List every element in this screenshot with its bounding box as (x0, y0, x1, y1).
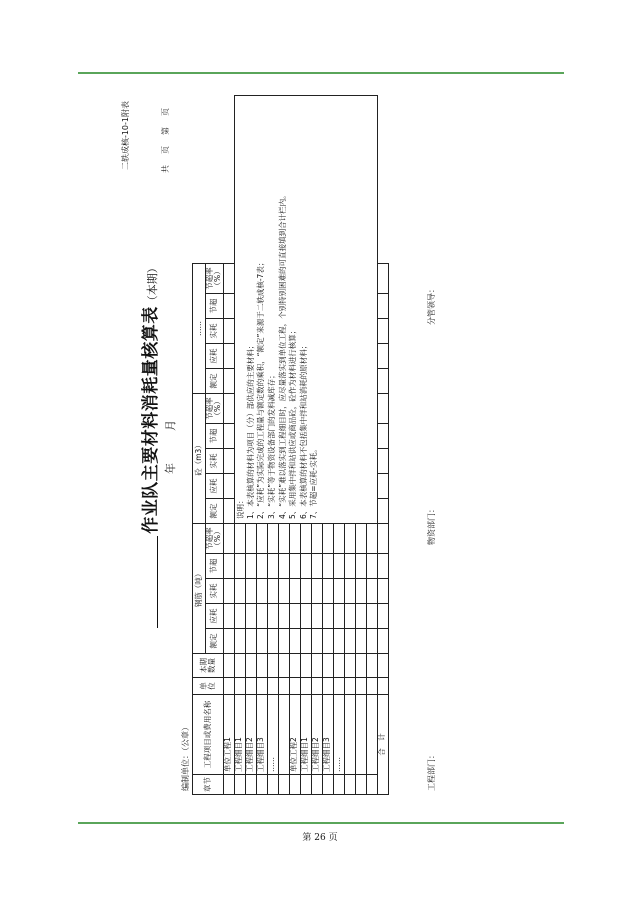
total-row (377, 96, 388, 795)
cell[interactable] (245, 654, 256, 678)
group-concrete: 砼（m3） (193, 393, 206, 523)
cell[interactable] (223, 263, 234, 293)
note-item: 5、采用集中拌和站供应或商品砼，砼作为材料进行核算； (288, 326, 298, 519)
cell[interactable] (278, 579, 289, 604)
cell[interactable] (333, 554, 344, 579)
row-label: 工程细目1 (234, 695, 245, 775)
month-label: 月 (164, 416, 177, 431)
cell[interactable] (223, 523, 234, 553)
cell[interactable] (267, 604, 278, 629)
row-label (366, 695, 377, 775)
cell[interactable] (355, 523, 366, 553)
cell[interactable] (234, 629, 245, 654)
cell[interactable] (223, 604, 234, 629)
sub-saving-rate: 节超率（%） (206, 393, 224, 423)
sub-actual: 实耗 (206, 579, 224, 604)
cell[interactable] (234, 554, 245, 579)
cell[interactable] (355, 654, 366, 678)
cell[interactable] (234, 523, 245, 553)
cell[interactable] (278, 554, 289, 579)
cell[interactable] (377, 318, 388, 343)
sub-saving: 节超 (206, 423, 224, 448)
cell[interactable] (234, 775, 245, 795)
cell[interactable] (223, 423, 234, 448)
col-project: 工程项目或费用名称 (193, 695, 224, 775)
row-label: 工程细目1 (300, 695, 311, 775)
materials-dept-label: 物资部门： (427, 505, 436, 545)
cell[interactable] (289, 579, 300, 604)
cell[interactable] (344, 775, 355, 795)
cell[interactable] (377, 604, 388, 629)
cell[interactable] (355, 579, 366, 604)
year-label: 年 (164, 459, 177, 474)
title-blank-line (157, 536, 158, 628)
row-label: …… (267, 695, 278, 775)
cell[interactable] (234, 579, 245, 604)
cell[interactable] (322, 629, 333, 654)
cell[interactable] (223, 343, 234, 368)
total-label: 共 (161, 164, 170, 173)
cell[interactable] (278, 629, 289, 654)
form-code: 二轶成核-10-1附表 (121, 101, 130, 171)
note-item: 1、本表核算的材料为项目（分）部供应的主要材料； (245, 341, 255, 519)
cell[interactable] (333, 579, 344, 604)
form-title-suffix: （本期） (146, 262, 159, 307)
note-item: 6、本表核算的材料不包括集中拌和站消耗的原材料； (298, 341, 308, 519)
cell[interactable] (267, 554, 278, 579)
bottom-rule (78, 822, 564, 824)
cell[interactable] (267, 629, 278, 654)
cell[interactable] (256, 604, 267, 629)
cell[interactable] (267, 523, 278, 553)
cell[interactable] (256, 629, 267, 654)
form-title: 作业队主要材料消耗量核算表 (141, 306, 161, 534)
title-block (136, 95, 161, 795)
sub-saving-rate: 节超率（%） (206, 523, 224, 553)
cell[interactable] (322, 604, 333, 629)
cell[interactable] (245, 579, 256, 604)
row-label (355, 695, 366, 775)
row-label: 工程细目3 (322, 695, 333, 775)
cell[interactable] (245, 554, 256, 579)
top-rule (78, 72, 564, 74)
leader-label: 分管领导： (427, 285, 436, 325)
cell[interactable] (289, 629, 300, 654)
sub-rated: 额定 (206, 629, 224, 654)
table-row (234, 96, 245, 795)
cell[interactable] (366, 579, 377, 604)
cell[interactable] (344, 554, 355, 579)
cell[interactable] (333, 523, 344, 553)
col-quantity: 本期数量 (193, 654, 224, 678)
cell[interactable] (333, 678, 344, 695)
notes-block (234, 96, 377, 524)
row-label: 单位工程1 (223, 695, 234, 775)
cell[interactable] (322, 523, 333, 553)
cell[interactable] (289, 604, 300, 629)
cell[interactable] (377, 423, 388, 448)
cell[interactable] (300, 678, 311, 695)
table-row (223, 96, 234, 795)
cell[interactable] (256, 554, 267, 579)
cell[interactable] (267, 775, 278, 795)
cell[interactable] (377, 554, 388, 579)
total-label: 合 计 (377, 695, 388, 795)
cell[interactable] (289, 678, 300, 695)
cell[interactable] (377, 263, 388, 293)
cell[interactable] (344, 523, 355, 553)
cell[interactable] (223, 775, 234, 795)
cell[interactable] (311, 775, 322, 795)
cell[interactable] (300, 579, 311, 604)
cell[interactable] (245, 775, 256, 795)
cell[interactable] (278, 678, 289, 695)
cell[interactable] (377, 293, 388, 318)
cell[interactable] (322, 775, 333, 795)
engineering-dept-label: 工程部门： (427, 751, 436, 791)
cell[interactable] (377, 393, 388, 423)
cell[interactable] (355, 678, 366, 695)
cell[interactable] (366, 654, 377, 678)
cell[interactable] (300, 604, 311, 629)
sub-actual: 实耗 (206, 318, 224, 343)
row-label (278, 695, 289, 775)
cell[interactable] (223, 368, 234, 393)
cell[interactable] (300, 554, 311, 579)
cell[interactable] (377, 368, 388, 393)
page-counter (160, 107, 171, 183)
cell[interactable] (223, 448, 234, 473)
year-month (162, 95, 178, 795)
cell[interactable] (377, 473, 388, 498)
row-label: 单位工程2 (289, 695, 300, 775)
cell[interactable] (366, 523, 377, 553)
cell[interactable] (366, 678, 377, 695)
cell[interactable] (333, 654, 344, 678)
note-item: 3、“实耗”等于物资设备部门的发料减库存； (266, 371, 276, 519)
row-label: 工程细目2 (245, 695, 256, 775)
cell[interactable] (289, 654, 300, 678)
row-label: 工程细目3 (256, 695, 267, 775)
cell[interactable] (256, 654, 267, 678)
sub-actual: 实耗 (206, 448, 224, 473)
cell[interactable] (223, 678, 234, 695)
cell[interactable] (234, 678, 245, 695)
cell[interactable] (311, 554, 322, 579)
col-chapter: 章节 (193, 775, 224, 795)
cell[interactable] (256, 579, 267, 604)
cell[interactable] (311, 604, 322, 629)
cell[interactable] (311, 654, 322, 678)
cell[interactable] (377, 678, 388, 695)
sub-due: 应耗 (206, 604, 224, 629)
cell[interactable] (223, 318, 234, 343)
cell[interactable] (333, 775, 344, 795)
cell[interactable] (223, 629, 234, 654)
sub-saving: 节超 (206, 293, 224, 318)
note-item: 2、“应耗”为实际完成的工程量与额定数的乘积，“额定”来源于二轶成核-7表； (256, 258, 266, 519)
cell[interactable] (267, 579, 278, 604)
group-steel: 钢筋（吨） (193, 523, 206, 653)
cell[interactable] (223, 293, 234, 318)
cell[interactable] (366, 629, 377, 654)
rotated-form (120, 95, 438, 795)
cell[interactable] (333, 629, 344, 654)
cell[interactable] (267, 654, 278, 678)
cell[interactable] (223, 554, 234, 579)
cell[interactable] (245, 678, 256, 695)
cell[interactable] (311, 629, 322, 654)
cell[interactable] (223, 473, 234, 498)
cell[interactable] (245, 629, 256, 654)
cell[interactable] (289, 775, 300, 795)
nth-label: 第 (161, 126, 170, 135)
notes-head: 说明： (235, 496, 245, 519)
cell[interactable] (289, 554, 300, 579)
cell[interactable] (377, 498, 388, 523)
cell[interactable] (377, 654, 388, 678)
cell[interactable] (344, 579, 355, 604)
consumption-table (192, 95, 389, 795)
group-more: …… (193, 263, 206, 393)
cell[interactable] (278, 654, 289, 678)
cell[interactable] (355, 775, 366, 795)
cell[interactable] (223, 654, 234, 678)
sub-rated: 额定 (206, 368, 224, 393)
cell[interactable] (333, 604, 344, 629)
cell[interactable] (256, 523, 267, 553)
cell[interactable] (377, 343, 388, 368)
page-number: 第 26 页 (302, 833, 338, 843)
cell[interactable] (355, 629, 366, 654)
cell[interactable] (300, 523, 311, 553)
sub-saving: 节超 (206, 554, 224, 579)
cell[interactable] (267, 678, 278, 695)
cell[interactable] (344, 654, 355, 678)
cell[interactable] (300, 654, 311, 678)
row-label (344, 695, 355, 775)
cell[interactable] (366, 554, 377, 579)
cell[interactable] (377, 629, 388, 654)
page-unit-1: 页 (161, 145, 170, 154)
sub-due: 应耗 (206, 343, 224, 368)
row-label: …… (333, 695, 344, 775)
cell[interactable] (223, 393, 234, 423)
cell[interactable] (300, 629, 311, 654)
page-unit-2: 页 (161, 107, 170, 116)
cell[interactable] (355, 554, 366, 579)
compiling-unit: 编制单位：（公章） (181, 723, 190, 791)
cell[interactable] (278, 775, 289, 795)
cell[interactable] (344, 629, 355, 654)
row-label: 工程细目2 (311, 695, 322, 775)
cell[interactable] (322, 579, 333, 604)
cell[interactable] (245, 604, 256, 629)
cell[interactable] (234, 654, 245, 678)
cell[interactable] (377, 579, 388, 604)
cell[interactable] (223, 579, 234, 604)
cell[interactable] (311, 523, 322, 553)
cell[interactable] (355, 604, 366, 629)
cell[interactable] (322, 654, 333, 678)
cell[interactable] (344, 678, 355, 695)
sub-rated: 额定 (206, 498, 224, 523)
sub-due: 应耗 (206, 473, 224, 498)
cell[interactable] (377, 448, 388, 473)
cell[interactable] (223, 498, 234, 523)
cell[interactable] (234, 604, 245, 629)
cell[interactable] (311, 678, 322, 695)
cell[interactable] (344, 604, 355, 629)
note-item: 4、“实耗”难以落实到工程细目时，应尽量落实到单位工程，个别特别困难的可直接填到合计栏内。 (277, 191, 287, 519)
cell[interactable] (278, 523, 289, 553)
cell[interactable] (366, 604, 377, 629)
cell[interactable] (377, 523, 388, 553)
sub-saving-rate: 节超率（%） (206, 263, 224, 293)
cell[interactable] (278, 604, 289, 629)
cell[interactable] (256, 678, 267, 695)
cell[interactable] (256, 775, 267, 795)
cell[interactable] (245, 523, 256, 553)
cell[interactable] (300, 775, 311, 795)
cell[interactable] (289, 523, 300, 553)
cell[interactable] (311, 579, 322, 604)
note-item: 7、节超=应耗-实耗。 (309, 445, 319, 519)
cell[interactable] (366, 775, 377, 795)
col-unit: 单位 (193, 678, 224, 695)
cell[interactable] (322, 554, 333, 579)
cell[interactable] (322, 678, 333, 695)
